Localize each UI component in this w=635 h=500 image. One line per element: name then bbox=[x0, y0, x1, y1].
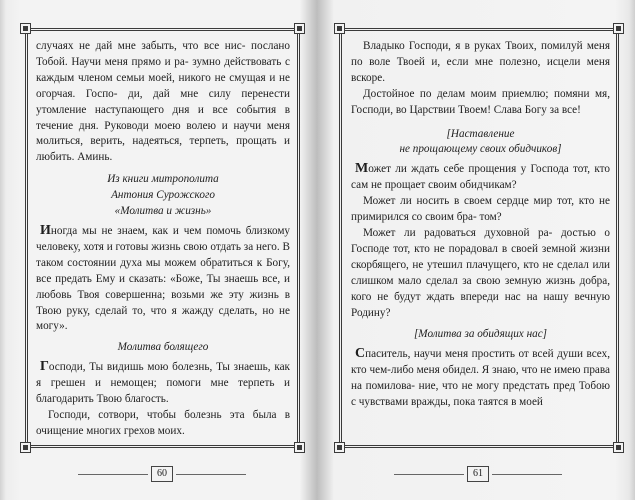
initial-letter: М bbox=[355, 161, 369, 177]
text-line: ногда мы не знаем, как и чем помочь bbox=[50, 224, 241, 237]
ornament-corner bbox=[20, 442, 31, 453]
paragraph bbox=[36, 39, 290, 166]
left-page-text bbox=[36, 39, 290, 440]
text-line: у Господа тот, кто сам не прощает своим bbox=[351, 163, 610, 192]
text-line: послано Тобой. Научи меня прямо и ра- bbox=[36, 40, 290, 68]
text-line: Достойное по делам моим приемлю; bbox=[363, 87, 549, 100]
text-line: благость. bbox=[124, 393, 169, 406]
section-heading bbox=[36, 340, 290, 356]
text-line: паситель, научи меня простить от всей bbox=[365, 348, 554, 361]
text-line: в своей земной жизни скорбящего, не bbox=[351, 242, 611, 271]
initial-letter: С bbox=[355, 346, 366, 362]
ornament-corner bbox=[613, 23, 624, 34]
text-line: души всех, кто чем-либо меня обидел. bbox=[351, 348, 610, 377]
text-line: близкому человеку, хотя и готовы жизнь bbox=[36, 224, 291, 253]
text-line: Может ли радоваться духовной ра- bbox=[363, 226, 553, 239]
paragraph bbox=[36, 359, 290, 408]
text-line: осподи, Ты видишь мою болезнь, bbox=[48, 361, 213, 374]
text-line: нас на нашу вечную Родину? bbox=[351, 290, 611, 319]
ornament-corner bbox=[294, 23, 305, 34]
text-line: Владыко Господи, я в руках Твоих, bbox=[363, 40, 537, 52]
text-line: помяни мя, Господи, во Царствии Твоем! bbox=[351, 87, 611, 116]
heading-line: [Наставление bbox=[446, 127, 515, 140]
text-line: же эту жизнь в Твою руку, сделай то, что bbox=[36, 288, 290, 317]
right-page-text bbox=[351, 39, 610, 411]
text-line: моей, никого не смущая и не огорчая. Госпо- bbox=[36, 71, 291, 100]
text-line: помоги мне терпеть и благодарить Твою bbox=[36, 377, 291, 406]
paragraph bbox=[36, 408, 290, 440]
paragraph bbox=[351, 346, 610, 411]
ornament-corner bbox=[294, 442, 305, 453]
section-heading bbox=[351, 327, 610, 343]
initial-letter: Г bbox=[40, 359, 49, 375]
paragraph bbox=[351, 87, 610, 119]
ornament-corner bbox=[334, 442, 345, 453]
paragraph bbox=[351, 226, 610, 321]
heading-line: [Молитва за обидящих нас] bbox=[413, 328, 548, 341]
text-line: Ты знаешь, как я грешен и немощен; bbox=[36, 361, 290, 390]
ornament-corner bbox=[613, 442, 624, 453]
text-line: жизнь добра, кого не будут ждать впереди bbox=[351, 274, 611, 303]
text-line: утешил плачущего, кто не сделал или bbox=[426, 258, 611, 271]
page-number: 61 bbox=[467, 466, 489, 482]
text-line: молиться, верить, надеяться, терпеть, bbox=[36, 135, 229, 148]
right-page bbox=[326, 0, 628, 500]
paragraph bbox=[351, 161, 610, 194]
section-heading bbox=[36, 172, 290, 220]
text-line: духа мы можем обратиться к Богу, все bbox=[36, 256, 290, 285]
text-line: была в очищение многих грехов моих. bbox=[36, 408, 290, 437]
ornament-corner bbox=[334, 23, 345, 34]
heading-line: Молитва болящего bbox=[117, 341, 209, 354]
text-line: ожет ли ждать себе прощения bbox=[368, 163, 517, 176]
text-line: достью о Господе тот, кто не порадовал bbox=[351, 226, 611, 255]
text-line: Я знаю, что не имею права на помилова- bbox=[351, 364, 610, 393]
text-line: том? bbox=[479, 211, 502, 224]
text-line: свою отдать за него. В таком состоянии bbox=[36, 240, 290, 269]
text-line: случаях не дай мне забыть, что все нис- bbox=[36, 40, 246, 52]
heading-line: «Молитва и жизнь» bbox=[114, 205, 212, 218]
left-page-frame bbox=[25, 28, 300, 448]
page-number: 60 bbox=[151, 466, 173, 482]
text-line: прощать и любить. Аминь. bbox=[36, 135, 290, 164]
text-line: ние, что не могу предстать пред Тобою bbox=[418, 380, 611, 393]
text-line: все, и любовь Твоя совершенна; возьми bbox=[36, 272, 290, 301]
section-heading bbox=[351, 127, 610, 159]
text-line: помилуй меня по воле Твоей и, если мне bbox=[351, 40, 611, 68]
heading-line: Антония Сурожского bbox=[111, 189, 215, 202]
paragraph bbox=[351, 194, 610, 226]
initial-letter: И bbox=[40, 222, 51, 238]
text-line: Может ли носить в своем сердце мир bbox=[363, 195, 553, 208]
heading-line: Из книги митрополита bbox=[107, 173, 219, 186]
text-line: тот, кто не примирился со своим бра- bbox=[351, 195, 611, 224]
text-line: Слава Богу за все! bbox=[493, 103, 581, 116]
left-page bbox=[8, 0, 310, 500]
text-line: я жажду сделать, но не могу». bbox=[36, 304, 291, 333]
text-line: дня. Руководи моею волею и научи меня bbox=[78, 119, 290, 132]
text-line: предать Ему и сказать: «Боже, Ты знаешь bbox=[55, 272, 259, 285]
text-line: полезно, исцели меня вскоре. bbox=[351, 55, 610, 84]
paragraph bbox=[36, 223, 290, 335]
text-line: слишком мало сделал за свою земную bbox=[351, 274, 542, 287]
text-line: обидчикам? bbox=[459, 179, 517, 192]
right-page-frame bbox=[339, 28, 619, 448]
heading-line: не прощающему своих обидчиков] bbox=[399, 143, 562, 156]
text-line: наступающего дня и все события в течение bbox=[36, 103, 291, 132]
text-line: зумно действовать с каждым членом семьи bbox=[36, 55, 290, 84]
ornament-corner bbox=[20, 23, 31, 34]
text-line: ди, дай мне силу перенести утомление bbox=[36, 87, 290, 116]
text-line: Господи, сотвори, чтобы болезнь эта bbox=[48, 408, 245, 421]
text-line: с чувствами вражды, пока таятся в моей bbox=[351, 396, 543, 409]
paragraph bbox=[351, 39, 610, 87]
